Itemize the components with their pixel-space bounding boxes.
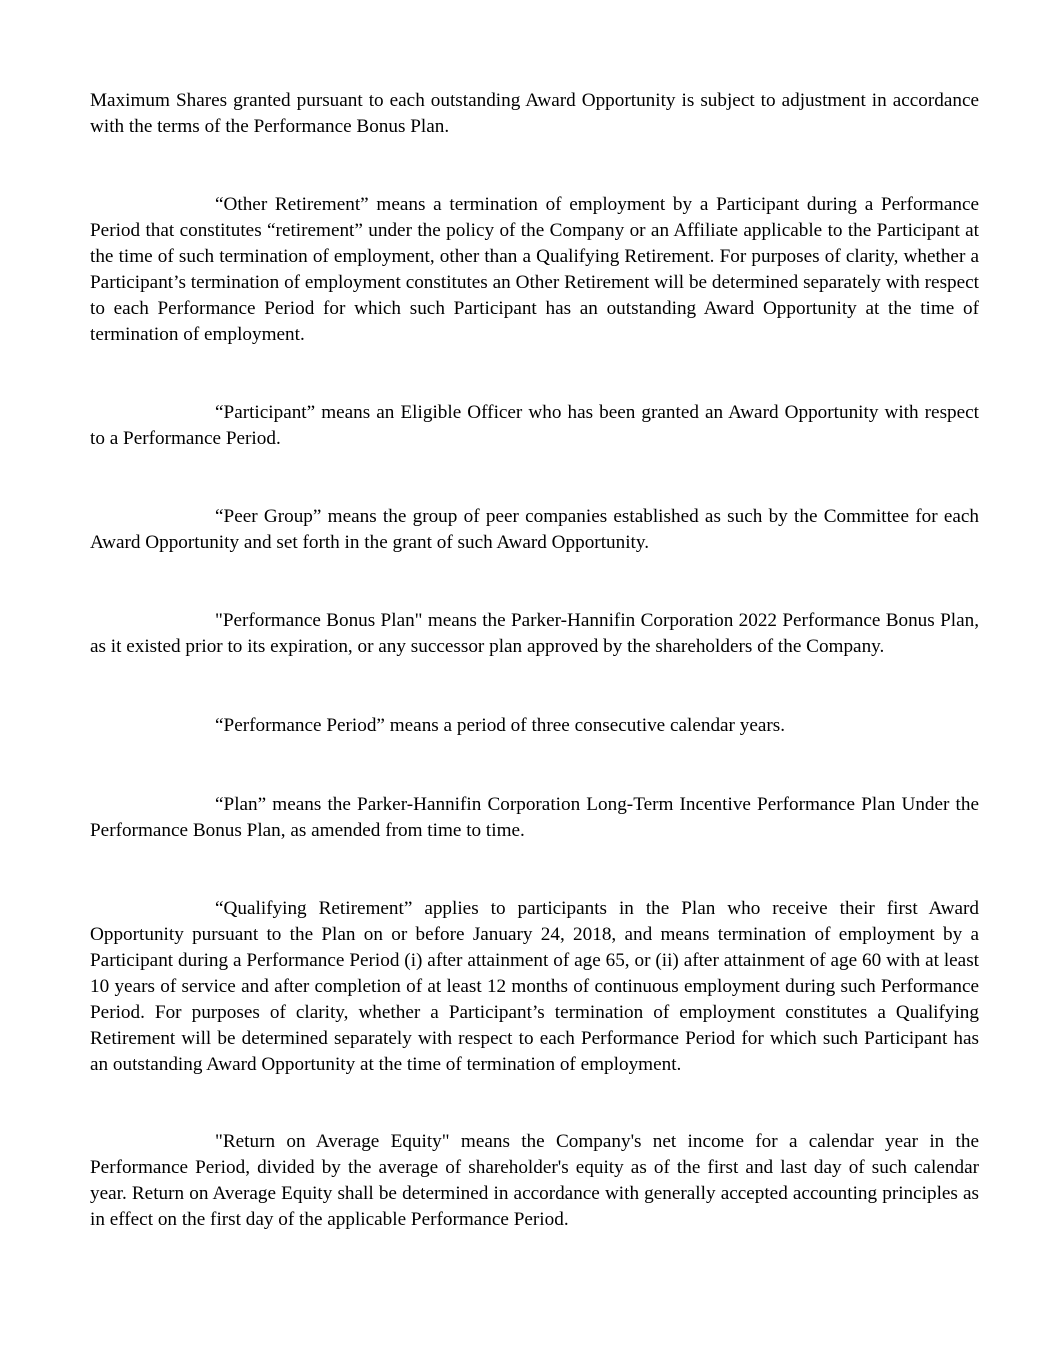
definition-plan: “Plan” means the Parker-Hannifin Corporation Long-Term Incentive Performance Plan Under the Performance Bonus Plan, as amended from time to time.	[90, 794, 979, 841]
definition-peer-group: “Peer Group” means the group of peer companies established as such by the Committee for each Award Opportunity and set forth in the grant of such Award Opportunity.	[90, 506, 979, 553]
definition-participant: “Participant” means an Eligible Officer who has been granted an Award Opportunity with respect to a Performance Period.	[90, 402, 979, 449]
definition-performance-bonus-plan: "Performance Bonus Plan" means the Parker-Hannifin Corporation 2022 Performance Bonus Plan, as it existed prior to its expiration, or any successor plan approved by the shareholders of the Company.	[90, 610, 979, 657]
definition-qualifying-retirement: “Qualifying Retirement” applies to participants in the Plan who receive their first Award Opportunity pursuant to the Plan on or before January 24, 2018, and means termination of employment by a Participant during a Performance Period (i) after attainment of age 65, or (ii) after attainment of age 60 with at least 10 years of service and after completion of at least 12 months of continuous employment during such Performance Period. For purposes of clarity, whether a Participant’s termination of employment constitutes a Qualifying Retirement will be determined separately with respect to each Performance Period for which such Participant has an outstanding Award Opportunity at the time of termination of employment.	[90, 898, 979, 1075]
paragraph-maximum-shares: Maximum Shares granted pursuant to each outstanding Award Opportunity is subject to adjustment in accordance with the terms of the Performance Bonus Plan.	[90, 90, 979, 137]
definition-other-retirement: “Other Retirement” means a termination of employment by a Participant during a Performance Period that constitutes “retirement” under the policy of the Company or an Affiliate applicable to the Participant at the time of such termination of employment, other than a Qualifying Retirement. For purposes of clarity, whether a Participant’s termination of employment constitutes an Other Retirement will be determined separately with respect to each Performance Period for which such Participant has an outstanding Award Opportunity at the time of termination of employment.	[90, 194, 979, 345]
definition-return-on-average-equity: "Return on Average Equity" means the Company's net income for a calendar year in the Performance Period, divided by the average of shareholder's equity as of the first and last day of such calendar year. Return on Average Equity shall be determined in accordance with generally accepted accounting principles as in effect on the first day of the applicable Performance Period.	[90, 1131, 979, 1230]
definition-performance-period: “Performance Period” means a period of three consecutive calendar years.	[215, 715, 786, 736]
